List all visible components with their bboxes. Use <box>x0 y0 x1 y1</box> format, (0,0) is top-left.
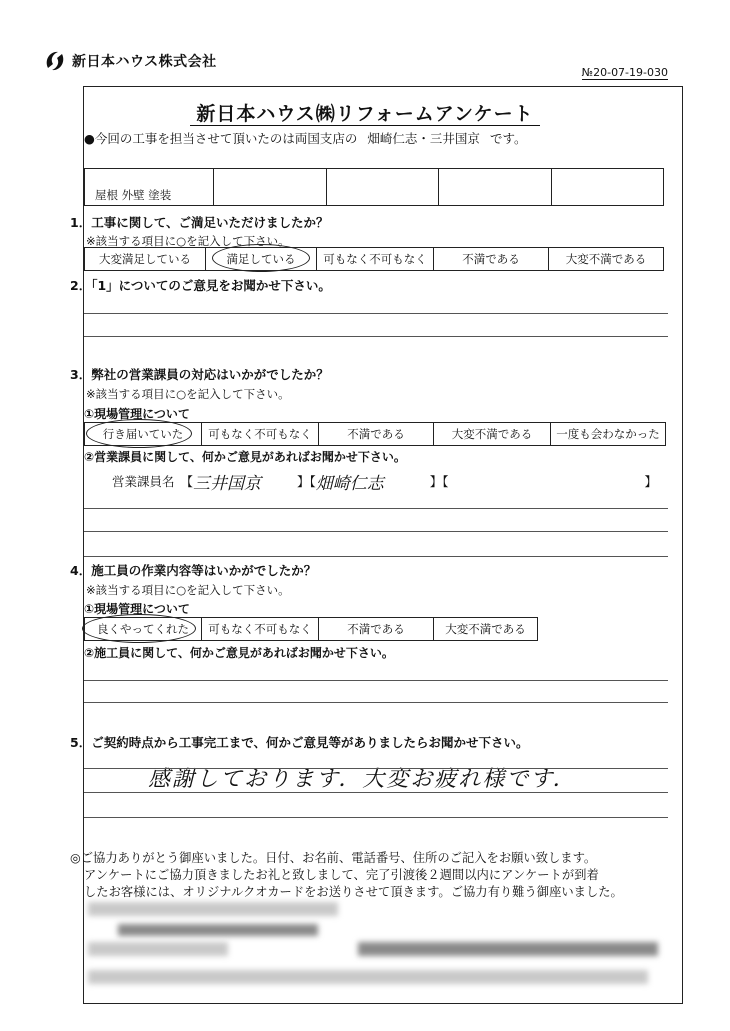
answer-line <box>84 792 668 793</box>
q4-option[interactable]: 大変不満である <box>445 622 526 636</box>
q3-note: ※該当する項目に○を記入して下さい。 <box>86 387 290 401</box>
document-number: №20-07-19-030 <box>581 66 668 79</box>
work-cell <box>85 169 214 205</box>
answer-line <box>84 768 668 769</box>
answer-line <box>84 680 668 681</box>
staff-bracket: 】 <box>644 474 657 489</box>
footer-line: アンケートにご協力頂きましたお礼と致しまして、完了引渡後２週間以内にアンケートが到着 <box>84 868 599 882</box>
q1-option[interactable]: 満足している <box>206 248 317 270</box>
q4-option[interactable]: 良くやってくれた <box>85 618 202 640</box>
company-name: 新日本ハウス株式会社 <box>72 54 217 70</box>
q3-sub1: ①現場管理について <box>84 407 190 421</box>
q1-question: 1．工事に関して、ご満足いただけましたか？ <box>70 215 329 230</box>
q4-sub2: ②施工員に関して、何かご意見があればお聞かせ下さい。 <box>84 646 394 660</box>
footer-line: したお客様には、オリジナルクオカードをお送りさせて頂きます。ご協力有り難う御座いました。 <box>84 885 623 899</box>
q1-option[interactable]: 不満である <box>434 248 549 270</box>
answer-line <box>84 531 668 532</box>
q3-question: 3．弊社の営業課員の対応はいかがでしたか？ <box>70 367 329 382</box>
intro-line <box>84 129 526 147</box>
q4-question: 4．施工員の作業内容等はいかがでしたか？ <box>70 563 317 578</box>
staff-name-2[interactable]: 畑崎仁志 <box>315 473 384 494</box>
q2-question: 2．「1」についてのご意見をお聞かせ下さい。 <box>70 278 331 293</box>
answer-line <box>84 508 668 509</box>
answer-line <box>84 556 668 557</box>
q5-handwritten-answer[interactable]: 感謝しております．大変お疲れ様です． <box>148 767 577 792</box>
redacted-block <box>88 942 228 956</box>
q4-option[interactable]: 不満である <box>319 618 434 640</box>
q4-note: ※該当する項目に○を記入して下さい。 <box>86 583 290 597</box>
q1-option[interactable]: 大変不満である <box>565 252 647 266</box>
answer-line <box>84 702 668 703</box>
q3-option[interactable]: 可もなく不可もなく <box>202 423 319 445</box>
q5-question: 5．ご契約時点から工事完工まで、何かご意見等がありましたらお聞かせ下さい。 <box>70 735 529 750</box>
redacted-block <box>118 924 318 936</box>
form-title-text: 新日本ハウス㈱リフォームアンケート <box>190 103 539 126</box>
q3-option[interactable]: 大変不満である <box>434 423 551 445</box>
intro-suffix: です。 <box>489 131 527 146</box>
q3-option[interactable]: 行き届いていた <box>85 423 202 445</box>
q3-option[interactable]: 一度も会わなかった <box>556 427 660 441</box>
footer-line: ◎ご協力ありがとう御座いました。日付、お名前、電話番号、住所のご記入をお願い致します。 <box>70 851 597 865</box>
q3-selection-circle <box>86 419 192 448</box>
q4-option[interactable]: 可もなく不可もなく <box>202 618 319 640</box>
company-logo-icon <box>42 48 68 74</box>
staff-bracket: 】【 <box>429 474 449 489</box>
staff-bracket: 】【 <box>297 474 316 489</box>
q3-option[interactable]: 不満である <box>319 423 434 445</box>
work-cell <box>439 169 551 205</box>
work-items-text: 屋根 外壁 塗装 <box>95 188 172 202</box>
q3-sub2: ②営業課員に関して、何かご意見があればお聞かせ下さい。 <box>84 450 406 464</box>
answer-line <box>84 336 668 337</box>
intro-prefix: ●今回の工事を担当させて頂いたのは両国支店の <box>84 131 358 146</box>
work-items-table <box>84 168 664 206</box>
answer-line <box>84 817 668 818</box>
redacted-block <box>88 970 648 984</box>
work-cell <box>552 169 663 205</box>
q1-option[interactable]: 可もなく不可もなく <box>317 248 434 270</box>
intro-names: 畑崎仁志・三井国京 <box>367 131 480 146</box>
q1-note: ※該当する項目に○を記入して下さい。 <box>86 234 290 248</box>
redacted-block <box>88 902 338 916</box>
q4-sub1: ①現場管理について <box>84 602 190 616</box>
staff-name-row <box>112 470 657 492</box>
q1-selection-circle <box>212 244 310 272</box>
redacted-personal-info <box>88 900 678 998</box>
company-header <box>42 48 217 74</box>
staff-label: 営業課員名 <box>112 474 175 489</box>
answer-line <box>84 313 668 314</box>
form-title <box>0 99 730 126</box>
staff-name-1[interactable]: 三井国京 <box>193 473 262 494</box>
q1-option[interactable]: 大変満足している <box>85 248 206 270</box>
footer-notes <box>70 850 623 901</box>
redacted-block <box>358 942 658 956</box>
work-cell <box>327 169 439 205</box>
staff-bracket: 【 <box>180 474 194 489</box>
q4-selection-circle <box>82 614 196 643</box>
work-cell <box>214 169 326 205</box>
q1-options <box>84 247 664 271</box>
